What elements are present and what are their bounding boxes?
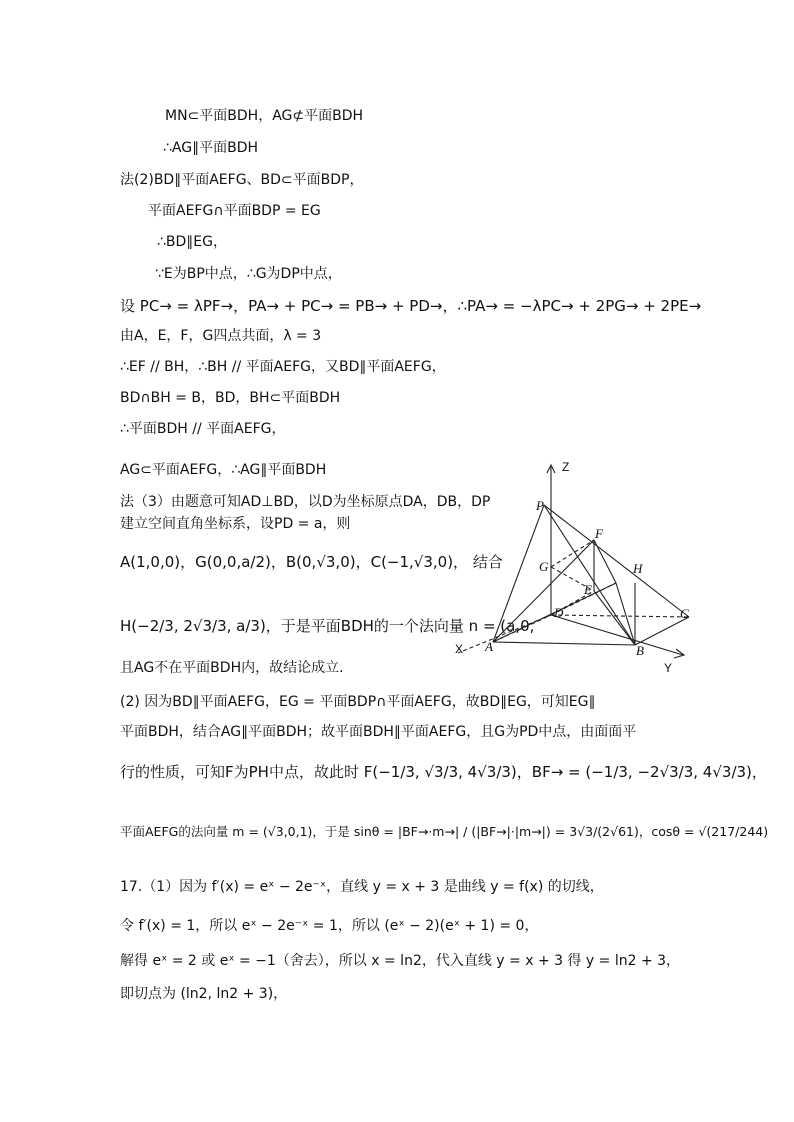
edge-bc bbox=[635, 617, 689, 645]
text-line-25: 即切点为 (ln2, ln2 + 3)， bbox=[120, 986, 288, 1002]
text-line-1: MN⊂平面BDH，AG⊄平面BDH bbox=[165, 108, 364, 124]
point-label-f: F bbox=[595, 526, 603, 541]
text-line-21: 平面AEFG的法向量 m = (√3,0,1)，于是 sinθ = |BF→·m→| / (|BF→|·|m→|) = 3√3/(2√61)，cosθ = √(217/244) bbox=[120, 824, 769, 839]
edge-ab bbox=[493, 642, 635, 645]
axis-label-y: Y bbox=[664, 661, 673, 675]
text-line-20: 行的性质，可知F为PH中点，故此时 F(−1/3, √3/3, 4√3/3)，BF→ = (−1/3, −2√3/3, 4√3/3)， bbox=[120, 763, 767, 781]
point-label-d: D bbox=[554, 605, 564, 620]
edge-pb bbox=[544, 505, 635, 645]
text-line-15: A(1,0,0)，G(0,0,a/2)，B(0,√3,0)，C(−1,√3,0)， 结合 bbox=[120, 553, 503, 571]
text-line-11: ∴平面BDH // 平面AEFG， bbox=[120, 421, 286, 437]
text-line-17: 且AG不在平面BDH内，故结论成立. bbox=[120, 660, 344, 676]
text-line-19: 平面BDH，结合AG∥平面BDH；故平面BDH∥平面AEFG，且G为PD中点，由面面平 bbox=[120, 724, 637, 740]
edge-fh bbox=[594, 540, 616, 583]
text-line-3: 法(2)BD∥平面AEFG、BD⊂平面BDP， bbox=[120, 172, 364, 188]
edge-af bbox=[493, 540, 594, 642]
pyramid-diagram bbox=[440, 455, 690, 680]
text-line-5: ∴BD∥EG， bbox=[157, 234, 227, 250]
text-line-24: 解得 eˣ = 2 或 eˣ = −1（舍去），所以 x = ln2，代入直线 y = x + 3 得 y = ln2 + 3， bbox=[120, 953, 681, 969]
text-line-9: ∴EF // BH，∴BH // 平面AEFG，又BD∥平面AEFG， bbox=[120, 359, 446, 375]
edge-dc bbox=[551, 615, 689, 617]
point-label-h: H bbox=[633, 561, 643, 576]
text-line-23: 令 f′(x) = 1，所以 eˣ − 2e⁻ˣ = 1，所以 (eˣ − 2)(eˣ + 1) = 0， bbox=[120, 918, 539, 934]
text-line-4: 平面AEFG∩平面BDP = EG bbox=[148, 203, 321, 219]
text-line-7: 设 PC→ = λPF→，PA→ + PC→ = PB→ + PD→，∴PA→ = −λPC→ + 2PG→ + 2PE→ bbox=[120, 297, 702, 315]
edge-pc bbox=[544, 505, 689, 617]
text-line-14: 建立空间直角坐标系，设PD = a，则 bbox=[120, 516, 351, 532]
text-line-6: ∵E为BP中点，∴G为DP中点， bbox=[155, 266, 342, 282]
point-label-c: C bbox=[680, 606, 689, 621]
text-line-16: H(−2/3, 2√3/3, a/3)，于是平面BDH的一个法向量 n = (a,0, bbox=[120, 617, 535, 635]
text-line-2: ∴AG∥平面BDH bbox=[163, 140, 258, 156]
axis-label-x: X bbox=[455, 642, 464, 656]
point-label-e: E bbox=[584, 582, 592, 597]
text-line-8: 由A，E，F，G四点共面，λ = 3 bbox=[120, 328, 322, 344]
point-label-g: G bbox=[539, 559, 549, 574]
axis-label-z: Z bbox=[562, 460, 570, 474]
text-line-12: AG⊂平面AEFG，∴AG∥平面BDH bbox=[120, 462, 327, 478]
text-line-18: (2) 因为BD∥平面AEFG，EG = 平面BDP∩平面AEFG，故BD∥EG，可知EG∥ bbox=[120, 694, 596, 710]
text-line-10: BD∩BH = B，BD，BH⊂平面BDH bbox=[120, 390, 341, 406]
point-label-b: B bbox=[636, 643, 644, 658]
text-line-22: 17.（1）因为 f′(x) = eˣ − 2e⁻ˣ，直线 y = x + 3 是曲线 y = f(x) 的切线， bbox=[120, 879, 604, 895]
edge-eb bbox=[594, 591, 635, 645]
point-label-a: A bbox=[485, 639, 493, 654]
edge-gf bbox=[551, 540, 594, 567]
point-label-p: P bbox=[536, 498, 544, 513]
text-line-13: 法（3）由题意可知AD⊥BD，以D为坐标原点DA，DB，DP bbox=[120, 494, 491, 510]
